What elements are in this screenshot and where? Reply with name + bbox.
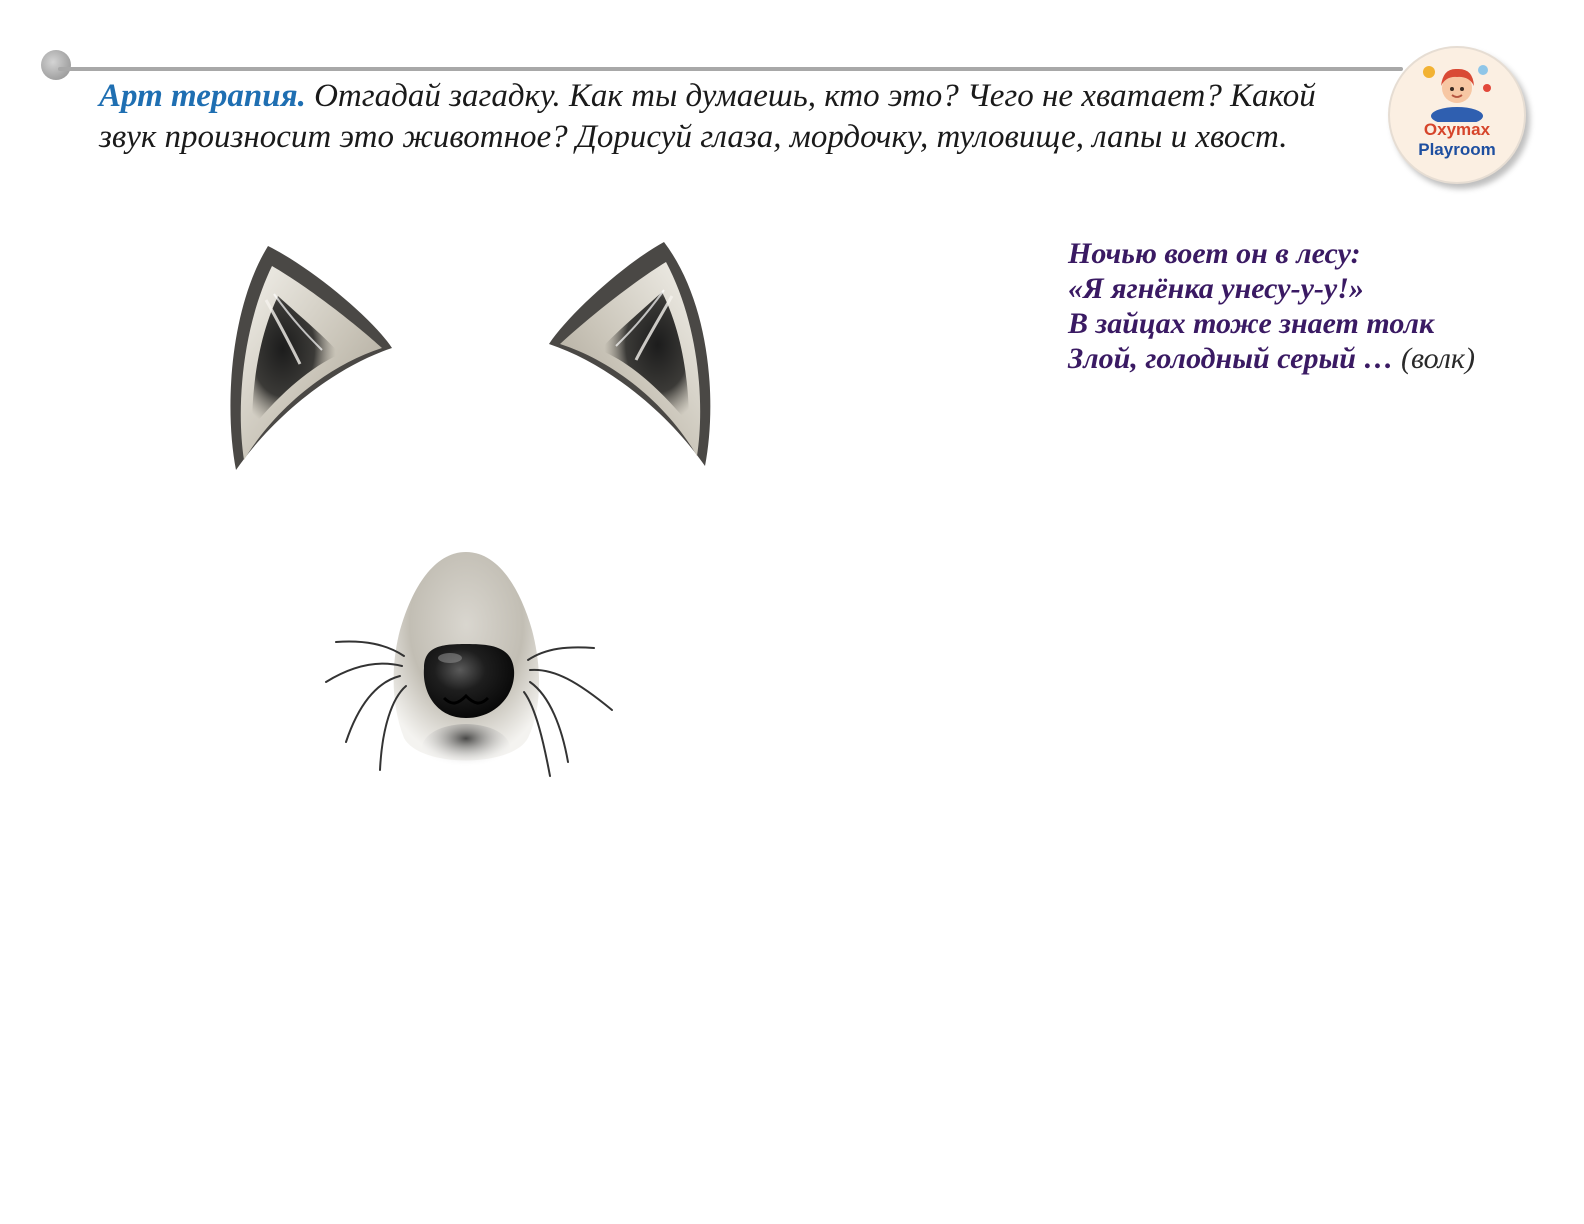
wolf-snout-icon [316, 548, 616, 783]
logo-badge [1388, 46, 1526, 184]
riddle-line: «Я ягнёнка унесу-у-у!» [1068, 272, 1364, 305]
header-rule [58, 67, 1403, 71]
task-lead: Арт терапия. [99, 78, 306, 114]
riddle-answer: (волк) [1400, 342, 1475, 375]
logo-sub: Playroom [1418, 140, 1496, 159]
wolf-ear-left-icon [222, 238, 397, 478]
wolf-ear-right-icon [544, 234, 719, 474]
riddle-line: Ночью воет он в лесу: [1068, 237, 1361, 270]
logo-child-icon [1417, 58, 1497, 122]
logo-brand: Oxymax [1423, 120, 1491, 139]
task-instructions [99, 76, 1369, 158]
riddle-line: Злой, голодный серый … [1068, 342, 1401, 375]
riddle-line: В зайцах тоже знает толк [1068, 307, 1435, 340]
task-text: Отгадай загадку. Как ты думаешь, кто это? Чего не хватает? Какой звук произносит это животное? Дорисуй глаза, мордочку, туловище, лапы и хвост. [99, 78, 1316, 155]
header-rule-dot [41, 50, 71, 80]
riddle-poem [1068, 236, 1548, 376]
riddle-line-last [1068, 341, 1548, 376]
